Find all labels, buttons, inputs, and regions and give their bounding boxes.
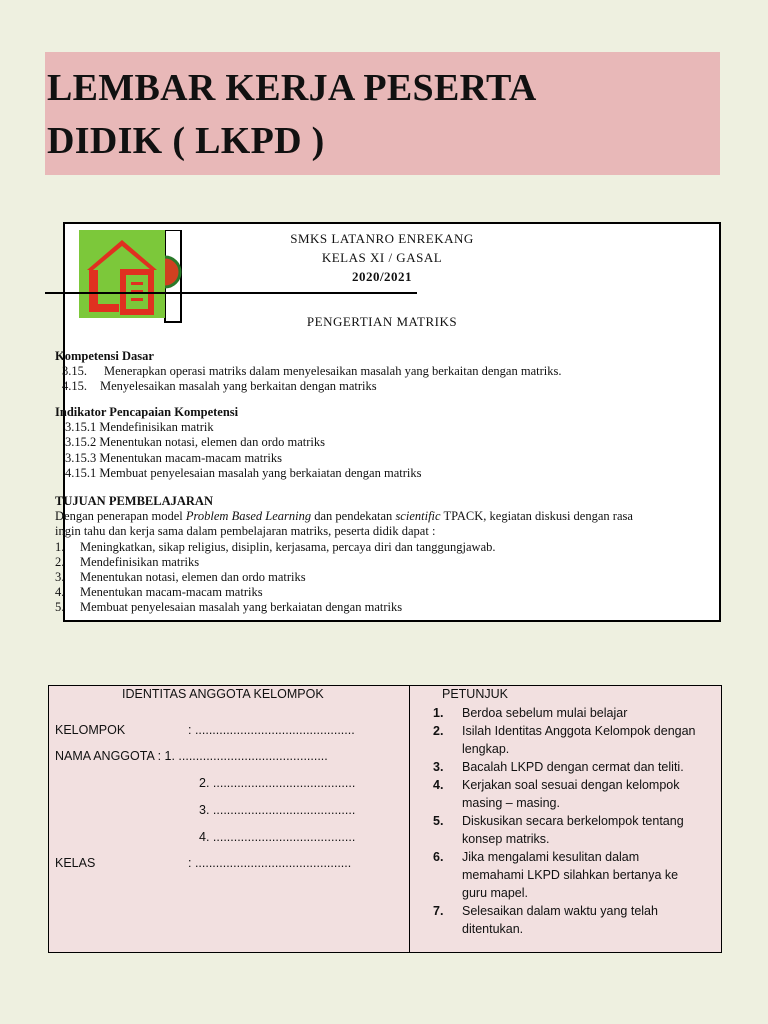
kompetensi-item-2: 4.15. Menyelesaikan masalah yang berkaitan dengan matriks xyxy=(62,379,377,394)
kelompok-label: KELOMPOK xyxy=(55,723,126,737)
school-year: 2020/2021 xyxy=(351,269,413,284)
petunjuk-list xyxy=(433,704,713,938)
petunjuk-item: 4. Kerjakan soal sesuai dengan kelompok masing – masing. xyxy=(433,778,680,810)
title-banner xyxy=(45,52,720,175)
school-logo-icon xyxy=(79,230,183,323)
petunjuk-item: 3. Bacalah LKPD dengan cermat dan teliti. xyxy=(433,760,684,774)
kompetensi-heading: Kompetensi Dasar xyxy=(55,349,154,363)
petunjuk-item: 1. Berdoa sebelum mulai belajar xyxy=(433,706,628,720)
petunjuk-item: 6. Jika mengalami kesulitan dalam memahami LKPD silahkan bertanya ke guru mapel. xyxy=(433,850,679,900)
decorative-line xyxy=(45,292,417,294)
nama-anggota-field-4[interactable]: 4. ......................................... xyxy=(199,830,356,844)
title-line-2: DIDIK ( LKPD ) xyxy=(47,120,325,162)
topic-title: PENGERTIAN MATRIKS xyxy=(306,314,458,329)
title-line-1: LEMBAR KERJA PESERTA xyxy=(47,67,537,109)
kelompok-field[interactable]: : .............................................. xyxy=(188,723,355,737)
indikator-item: 4.15.1 Membuat penyelesaian masalah yang berkaiatan dengan matriks xyxy=(65,465,422,480)
table-divider xyxy=(409,686,410,952)
petunjuk-item: 5. Diskusikan secara berkelompok tentang konsep matriks. xyxy=(433,814,684,846)
kelas-field[interactable]: : ............................................. xyxy=(188,856,352,870)
petunjuk-item: 2. Isilah Identitas Anggota Kelompok dengan lengkap. xyxy=(433,724,696,756)
kompetensi-section xyxy=(55,349,561,395)
school-class: KELAS XI / GASAL xyxy=(321,250,443,265)
tujuan-item: 2. Mendefinisikan matriks xyxy=(55,554,200,569)
identity-table xyxy=(48,685,722,953)
indikator-heading: Indikator Pencapaian Kompetensi xyxy=(55,405,239,419)
tujuan-section xyxy=(55,494,633,616)
tujuan-item: 4. Menentukan macam-macam matriks xyxy=(55,585,263,600)
nama-anggota-field-1[interactable]: NAMA ANGGOTA : 1. ........................................... xyxy=(55,749,328,763)
kelas-label: KELAS xyxy=(55,856,96,870)
school-name: SMKS LATANRO ENREKANG xyxy=(290,231,474,246)
indikator-section xyxy=(55,405,421,481)
tujuan-intro: Dengan penerapan model Problem Based Learning dan pendekatan scientific TPACK, kegiatan diskusi dengan rasa xyxy=(55,509,633,524)
identitas-heading: IDENTITAS ANGGOTA KELOMPOK xyxy=(122,687,324,701)
tujuan-heading: TUJUAN PEMBELAJARAN xyxy=(55,494,213,508)
tujuan-item: 3. Menentukan notasi, elemen dan ordo matriks xyxy=(55,570,306,585)
nama-anggota-field-3[interactable]: 3. ......................................... xyxy=(199,803,356,817)
nama-anggota-field-2[interactable]: 2. ......................................... xyxy=(199,776,356,790)
indikator-item: 3.15.2 Menentukan notasi, elemen dan ordo matriks xyxy=(65,435,326,450)
petunjuk-heading: PETUNJUK xyxy=(442,687,508,701)
petunjuk-item: 7. Selesaikan dalam waktu yang telah ditentukan. xyxy=(433,904,658,936)
kompetensi-item-1: 3.15. Menerapkan operasi matriks dalam menyelesaikan masalah yang berkaitan dengan matriks. xyxy=(62,364,562,379)
indikator-item: 3.15.3 Menentukan macam-macam matriks xyxy=(65,450,282,465)
school-header xyxy=(282,229,482,286)
indikator-item: 3.15.1 Mendefinisikan matrik xyxy=(65,420,214,435)
tujuan-item: 1. Meningkatkan, sikap religius, disiplin, kerjasama, percaya diri dan tanggungjawab. xyxy=(55,539,496,554)
tujuan-item: 5. Membuat penyelesaian masalah yang berkaiatan dengan matriks xyxy=(55,600,403,615)
tujuan-intro-line2: ingin tahu dan kerja sama dalam pembelajaran matriks, peserta didik dapat : xyxy=(55,524,436,539)
